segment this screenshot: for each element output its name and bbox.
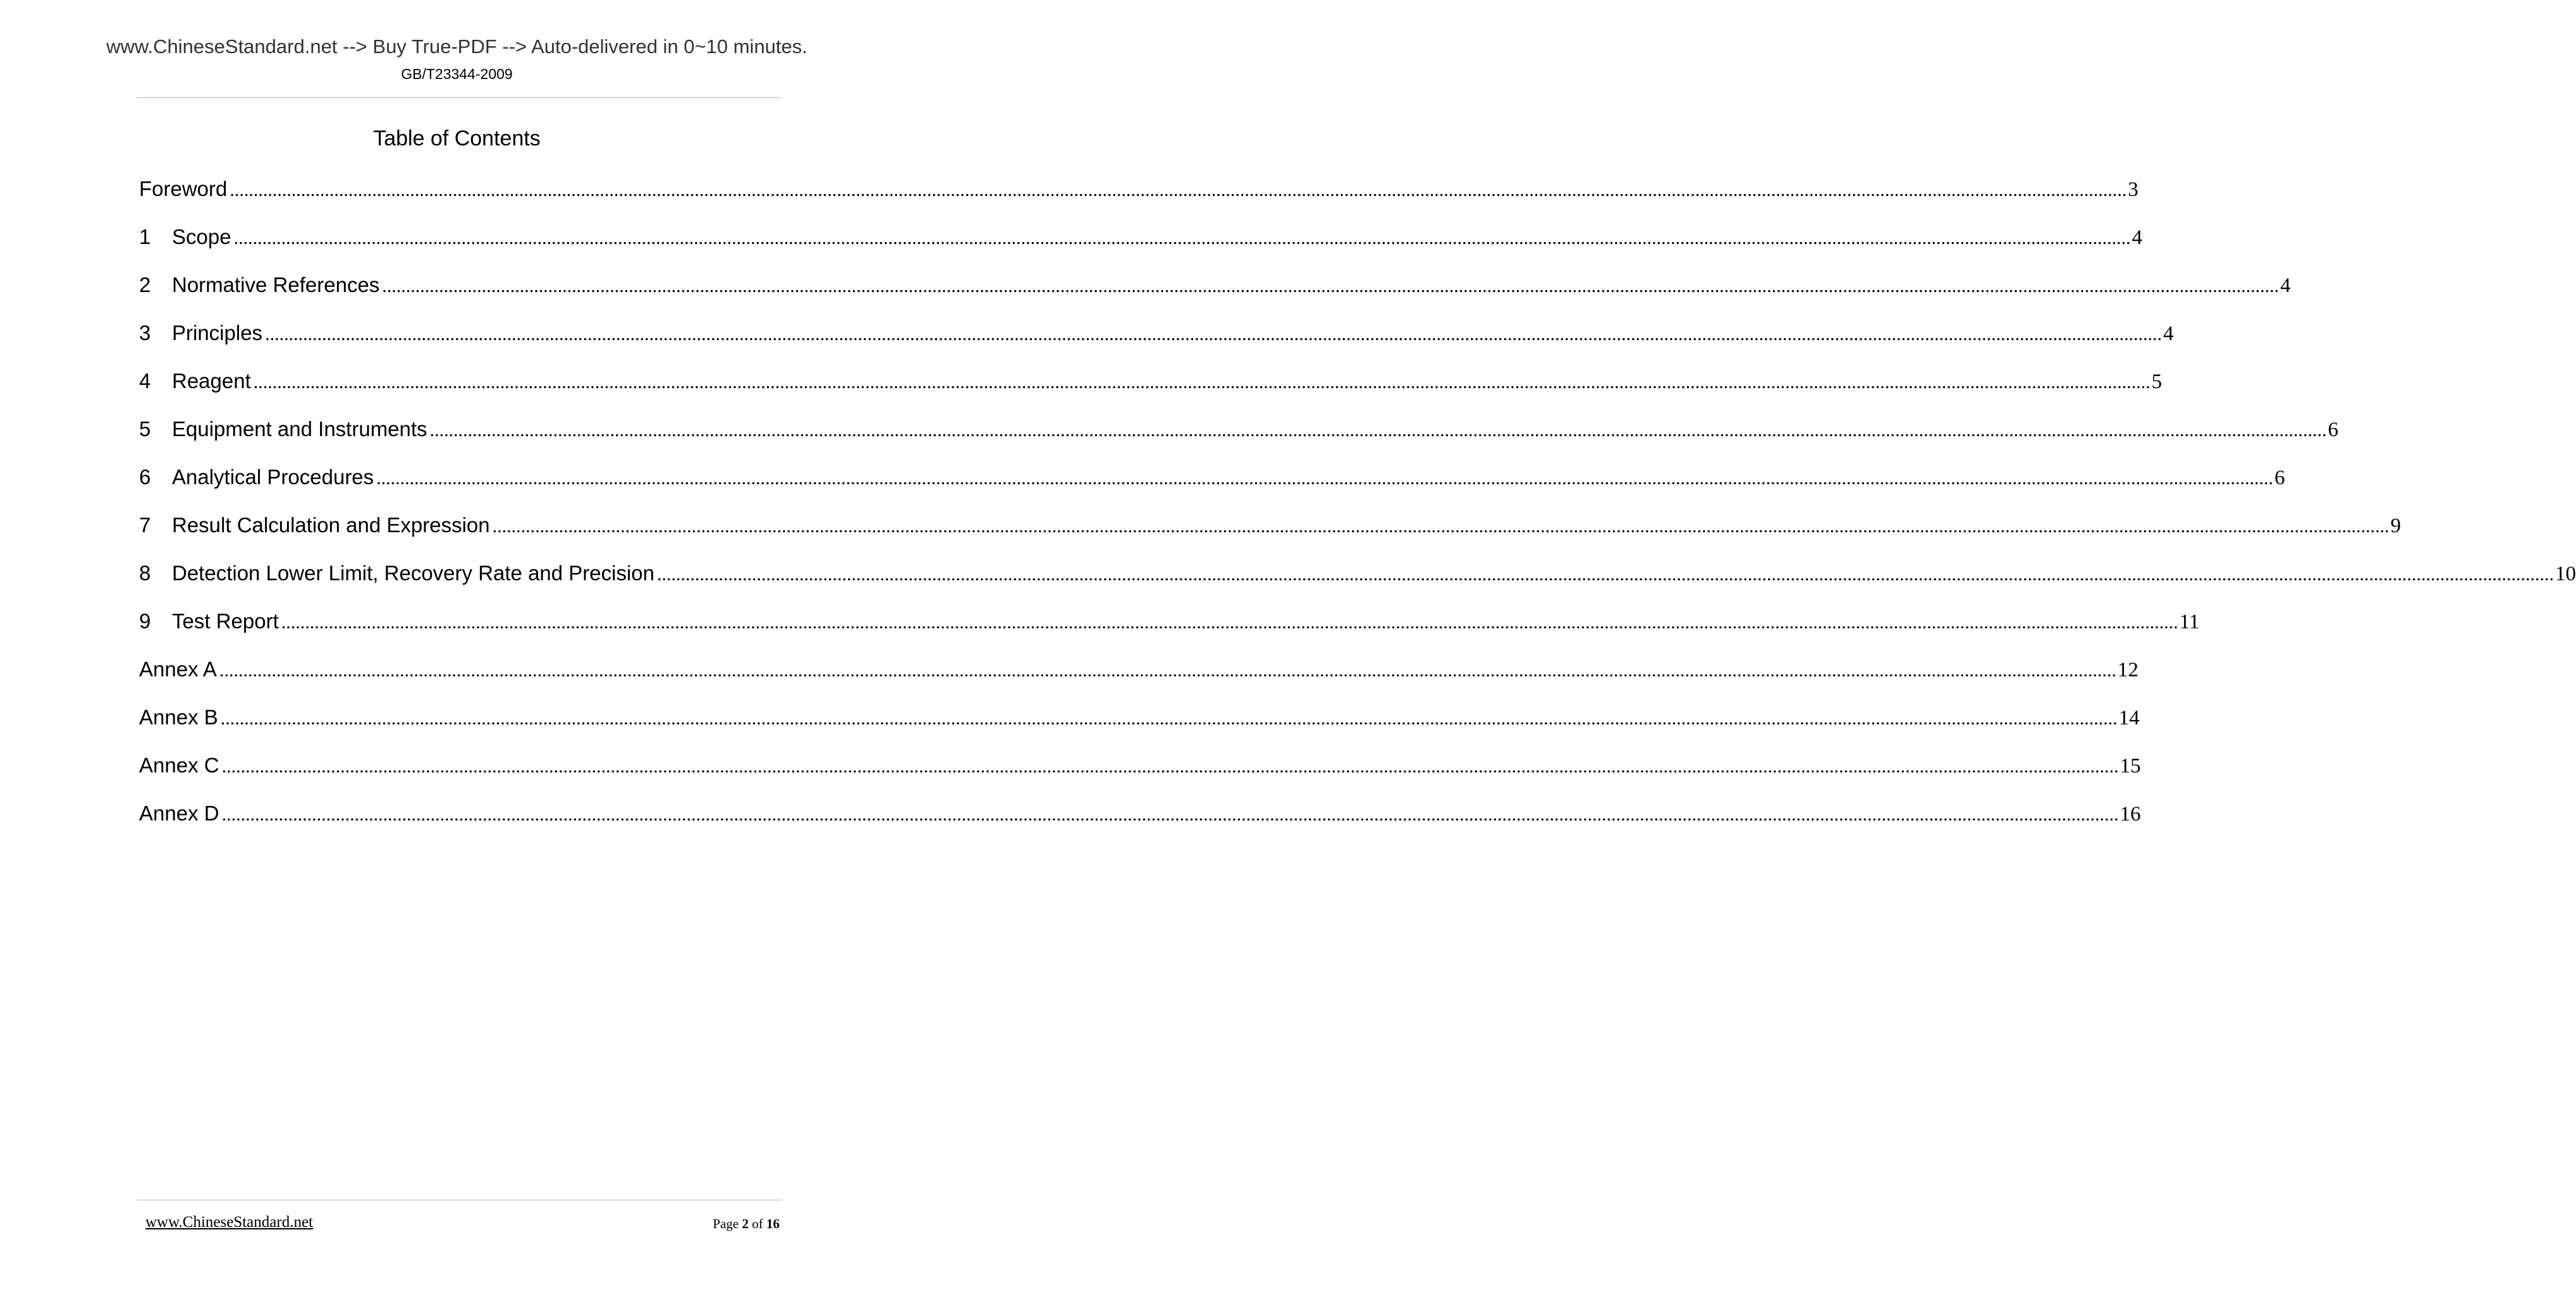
toc-leader-dots: ................................................................................................................................................................................................................................................................................................................................................................................................................ — [221, 804, 2119, 825]
toc-entry-page: 4 — [2163, 322, 2174, 345]
toc-entry-page: 16 — [2119, 803, 2141, 826]
toc-leader-dots: ................................................................................................................................................................................................................................................................................................................................................................................................................ — [492, 516, 2389, 537]
toc-entry-text: Annex B — [139, 705, 218, 729]
footer-of-label: of — [752, 1216, 763, 1231]
toc-entry-text: Annex C — [139, 753, 219, 777]
toc-entry-number: 8 — [139, 561, 151, 585]
toc-entry-text: Equipment and Instruments — [172, 417, 427, 441]
footer-page-indicator — [713, 1216, 780, 1232]
toc-entry-text: Foreword — [139, 177, 228, 200]
toc-entry-text: Scope — [172, 225, 231, 248]
toc-leader-dots: ................................................................................................................................................................................................................................................................................................................................................................................................................ — [376, 468, 2274, 489]
footer-total-pages: 16 — [766, 1216, 780, 1231]
toc-entry-number: 5 — [139, 417, 151, 441]
toc-entry-text: Principles — [172, 321, 263, 344]
toc-entry-text: Annex D — [139, 801, 219, 825]
toc-leader-dots: ................................................................................................................................................................................................................................................................................................................................................................................................................ — [657, 564, 2555, 585]
toc-leader-dots: ................................................................................................................................................................................................................................................................................................................................................................................................................ — [253, 372, 2150, 393]
toc-leader-dots: ................................................................................................................................................................................................................................................................................................................................................................................................................ — [230, 180, 2127, 200]
toc-entry-result-calculation[interactable] — [139, 511, 2401, 559]
toc-entry-page: 4 — [2131, 226, 2143, 249]
toc-entry-reagent[interactable] — [139, 367, 2162, 415]
toc-entry-page: 11 — [2179, 611, 2200, 633]
toc-entry-number: 9 — [139, 609, 151, 633]
toc-entry-page: 10 — [2555, 563, 2576, 585]
toc-entry-page: 5 — [2151, 370, 2162, 393]
toc-entry-text: Result Calculation and Expression — [172, 513, 490, 537]
footer-page-label: Page — [713, 1216, 739, 1231]
toc-entry-text: Reagent — [172, 369, 251, 393]
toc-entry-annex-d[interactable] — [139, 799, 2141, 847]
toc-entry-page: 9 — [2390, 515, 2401, 537]
toc-entry-normative-references[interactable] — [139, 271, 2291, 319]
toc-list — [139, 174, 2576, 847]
toc-entry-page: 6 — [2328, 418, 2339, 441]
toc-leader-dots: ................................................................................................................................................................................................................................................................................................................................................................................................................ — [382, 276, 2279, 296]
toc-entry-text: Annex A — [139, 657, 217, 681]
toc-entry-text: Detection Lower Limit, Recovery Rate and Precision — [172, 561, 655, 585]
header-banner: www.ChineseStandard.net --> Buy True-PDF --> Auto-delivered in 0~10 minutes. — [106, 35, 807, 58]
toc-leader-dots: ................................................................................................................................................................................................................................................................................................................................................................................................................ — [219, 660, 2116, 681]
toc-leader-dots: ................................................................................................................................................................................................................................................................................................................................................................................................................ — [220, 708, 2118, 729]
toc-entry-annex-c[interactable] — [139, 751, 2141, 799]
header-divider — [137, 97, 782, 98]
toc-entry-annex-b[interactable] — [139, 703, 2140, 751]
toc-entry-equipment-and-instruments[interactable] — [139, 415, 2339, 463]
toc-leader-dots: ................................................................................................................................................................................................................................................................................................................................................................................................................ — [281, 612, 2178, 633]
toc-entry-number: 7 — [139, 513, 151, 537]
toc-entry-scope[interactable] — [139, 222, 2143, 271]
footer-site-link[interactable]: www.ChineseStandard.net — [145, 1214, 313, 1231]
footer-current-page: 2 — [742, 1216, 749, 1231]
toc-entry-text: Test Report — [172, 609, 279, 633]
toc-entry-number: 1 — [139, 225, 151, 248]
toc-entry-number: 4 — [139, 369, 151, 393]
toc-entry-page: 12 — [2117, 659, 2138, 681]
toc-entry-page: 4 — [2280, 274, 2291, 297]
toc-entry-number: 3 — [139, 321, 151, 344]
toc-title: Table of Contents — [373, 126, 541, 150]
toc-entry-page: 15 — [2119, 755, 2141, 777]
document-number: GB/T23344-2009 — [401, 66, 513, 82]
toc-entry-detection-lower-limit[interactable] — [139, 559, 2576, 607]
toc-entry-page: 3 — [2128, 178, 2138, 201]
toc-leader-dots: ................................................................................................................................................................................................................................................................................................................................................................................................................ — [429, 420, 2327, 441]
toc-entry-principles[interactable] — [139, 319, 2174, 367]
toc-entry-number: 2 — [139, 273, 151, 296]
toc-entry-text: Normative References — [172, 273, 380, 296]
toc-leader-dots: ................................................................................................................................................................................................................................................................................................................................................................................................................ — [221, 756, 2119, 777]
toc-leader-dots: ................................................................................................................................................................................................................................................................................................................................................................................................................ — [265, 324, 2162, 344]
toc-entry-number: 6 — [139, 465, 151, 489]
toc-entry-foreword[interactable] — [139, 174, 2138, 222]
toc-entry-annex-a[interactable] — [139, 655, 2138, 703]
toc-entry-analytical-procedures[interactable] — [139, 463, 2285, 511]
toc-entry-page: 14 — [2118, 707, 2140, 729]
toc-entry-page: 6 — [2274, 466, 2285, 489]
toc-leader-dots: ................................................................................................................................................................................................................................................................................................................................................................................................................ — [233, 228, 2131, 248]
toc-entry-test-report[interactable] — [139, 607, 2200, 655]
toc-entry-text: Analytical Procedures — [172, 465, 374, 489]
